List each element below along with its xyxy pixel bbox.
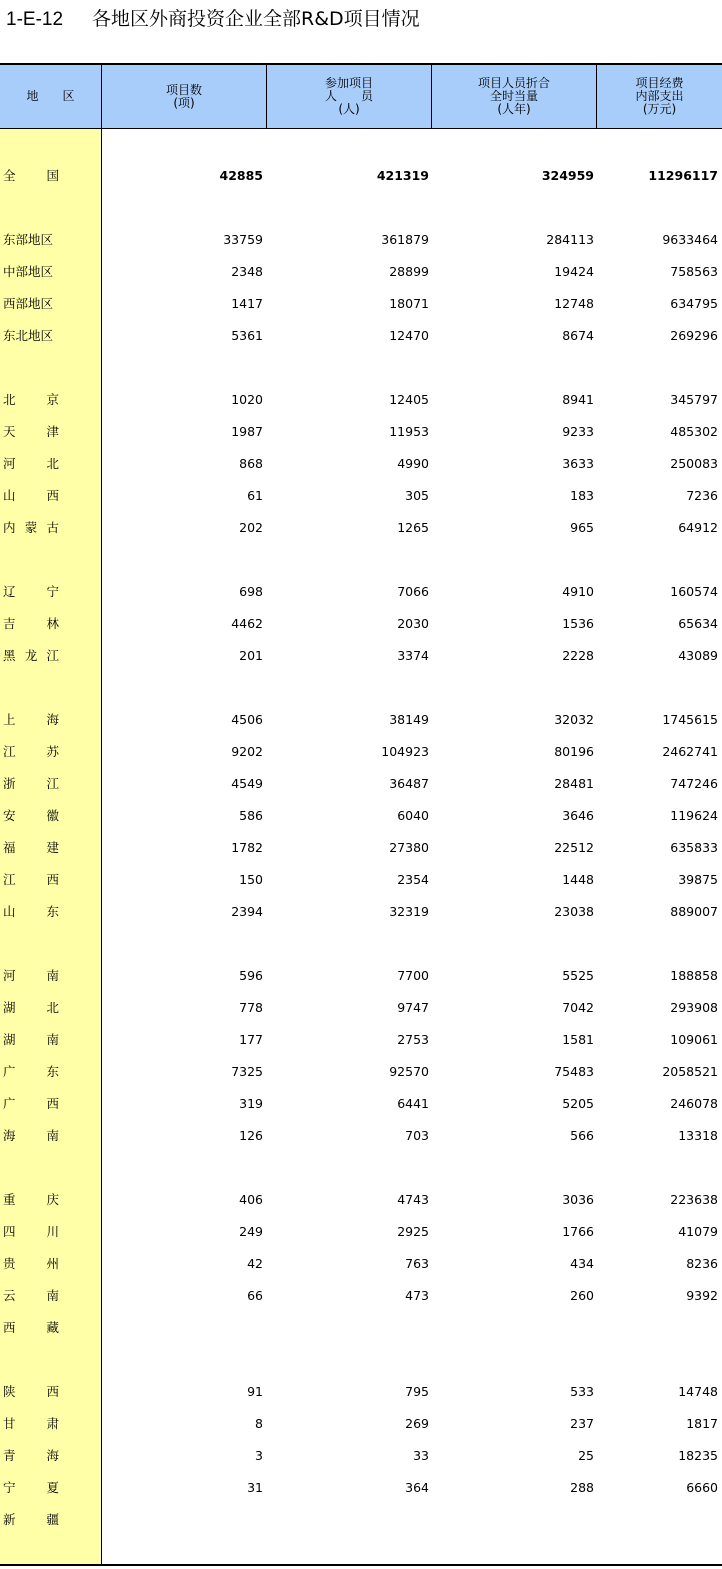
cell-expenditure: 39875 bbox=[678, 872, 718, 887]
cell-personnel: 7700 bbox=[397, 968, 429, 983]
cell-personnel: 361879 bbox=[381, 232, 429, 247]
row-region-name bbox=[3, 902, 59, 922]
cell-fte: 1581 bbox=[562, 1032, 594, 1047]
cell-personnel: 4743 bbox=[397, 1192, 429, 1207]
region-name-char: 东 bbox=[46, 904, 59, 919]
cell-project-count: 150 bbox=[239, 872, 263, 887]
cell-personnel: 421319 bbox=[376, 168, 429, 183]
region-name-char: 庆 bbox=[46, 1192, 59, 1207]
cell-fte: 1766 bbox=[562, 1224, 594, 1239]
cell-expenditure: 43089 bbox=[678, 648, 718, 663]
cell-personnel: 2354 bbox=[397, 872, 429, 887]
region-name-char: 津 bbox=[46, 424, 59, 439]
cell-project-count: 1782 bbox=[231, 840, 263, 855]
cell-project-count: 42 bbox=[247, 1256, 263, 1271]
row-region-name bbox=[3, 1318, 59, 1338]
cell-expenditure: 14748 bbox=[678, 1384, 718, 1399]
cell-expenditure: 2058521 bbox=[662, 1064, 718, 1079]
cell-fte: 284113 bbox=[546, 232, 594, 247]
row-region-name bbox=[3, 646, 59, 666]
region-name-char: 四 bbox=[3, 1224, 16, 1239]
cell-personnel: 4990 bbox=[397, 456, 429, 471]
row-region-name bbox=[3, 1062, 59, 1082]
region-name-char: 海 bbox=[46, 712, 59, 727]
region-name-char: 广 bbox=[3, 1096, 16, 1111]
table-row bbox=[0, 646, 722, 666]
region-name-char: 疆 bbox=[46, 1512, 59, 1527]
region-name-char: 建 bbox=[46, 840, 59, 855]
row-region-name bbox=[3, 774, 59, 794]
region-name-char: 夏 bbox=[46, 1480, 59, 1495]
cell-fte: 4910 bbox=[562, 584, 594, 599]
cell-fte: 237 bbox=[570, 1416, 594, 1431]
region-name-char: 山 bbox=[3, 488, 16, 503]
cell-fte: 22512 bbox=[554, 840, 594, 855]
region-name-char: 南 bbox=[46, 1288, 59, 1303]
cell-expenditure: 2462741 bbox=[662, 744, 718, 759]
region-name-char: 京 bbox=[46, 392, 59, 407]
row-region-name: 东北地区 bbox=[3, 328, 54, 343]
region-name-char: 福 bbox=[3, 840, 16, 855]
cell-expenditure: 11296117 bbox=[648, 168, 718, 183]
table-row bbox=[0, 1382, 722, 1402]
header-expenditure: 项目经费 内部支出 (万元) bbox=[635, 76, 684, 116]
table-row bbox=[0, 1318, 722, 1338]
cell-project-count: 202 bbox=[239, 520, 263, 535]
cell-fte: 2228 bbox=[562, 648, 594, 663]
region-name-char: 江 bbox=[3, 744, 16, 759]
table-row bbox=[0, 454, 722, 474]
row-region-name bbox=[3, 998, 59, 1018]
cell-expenditure: 9392 bbox=[686, 1288, 718, 1303]
cell-expenditure: 8236 bbox=[686, 1256, 718, 1271]
region-name-char: 河 bbox=[3, 968, 16, 983]
table-title: 各地区外商投资企业全部R&D项目情况 bbox=[92, 8, 420, 30]
cell-project-count: 5361 bbox=[231, 328, 263, 343]
cell-expenditure: 109061 bbox=[670, 1032, 718, 1047]
table-row bbox=[0, 1094, 722, 1114]
cell-expenditure: 223638 bbox=[670, 1192, 718, 1207]
row-region-name bbox=[3, 806, 59, 826]
cell-expenditure: 119624 bbox=[670, 808, 718, 823]
cell-project-count: 66 bbox=[247, 1288, 263, 1303]
region-name-char: 浙 bbox=[3, 776, 16, 791]
cell-project-count: 3 bbox=[255, 1448, 263, 1463]
cell-personnel: 703 bbox=[405, 1128, 429, 1143]
table-row bbox=[0, 838, 722, 858]
table-row bbox=[0, 774, 722, 794]
cell-fte: 7042 bbox=[562, 1000, 594, 1015]
cell-expenditure: 13318 bbox=[678, 1128, 718, 1143]
region-name-char: 上 bbox=[3, 712, 16, 727]
header-personnel: 参加项目 人 员 (人) bbox=[324, 76, 373, 116]
cell-expenditure: 1745615 bbox=[662, 712, 718, 727]
cell-personnel: 795 bbox=[405, 1384, 429, 1399]
cell-project-count: 7325 bbox=[231, 1064, 263, 1079]
cell-fte: 1448 bbox=[562, 872, 594, 887]
row-region-name bbox=[3, 1286, 59, 1306]
row-region-name bbox=[3, 1382, 59, 1402]
table-header bbox=[0, 65, 722, 128]
region-name-char: 东 bbox=[46, 1064, 59, 1079]
region-name-char: 川 bbox=[46, 1224, 59, 1239]
region-name-char: 藏 bbox=[46, 1320, 59, 1335]
cell-expenditure: 6660 bbox=[686, 1480, 718, 1495]
cell-expenditure: 747246 bbox=[670, 776, 718, 791]
region-name-char: 江 bbox=[46, 648, 59, 663]
table-row bbox=[0, 806, 722, 826]
table-row bbox=[0, 166, 722, 186]
cell-expenditure: 293908 bbox=[670, 1000, 718, 1015]
table-row bbox=[0, 870, 722, 890]
region-name-char: 重 bbox=[3, 1192, 16, 1207]
cell-personnel: 92570 bbox=[389, 1064, 429, 1079]
cell-project-count: 1987 bbox=[231, 424, 263, 439]
cell-project-count: 126 bbox=[239, 1128, 263, 1143]
cell-fte: 183 bbox=[570, 488, 594, 503]
region-name-char: 海 bbox=[46, 1448, 59, 1463]
cell-personnel: 364 bbox=[405, 1480, 429, 1495]
region-name-char: 陕 bbox=[3, 1384, 16, 1399]
table-row bbox=[0, 1254, 722, 1274]
cell-expenditure: 9633464 bbox=[662, 232, 718, 247]
cell-fte: 8674 bbox=[562, 328, 594, 343]
row-region-name bbox=[3, 710, 59, 730]
cell-project-count: 91 bbox=[247, 1384, 263, 1399]
cell-personnel: 6441 bbox=[397, 1096, 429, 1111]
cell-fte: 3036 bbox=[562, 1192, 594, 1207]
table-row bbox=[0, 614, 722, 634]
row-region-name bbox=[3, 870, 59, 890]
row-region-name bbox=[3, 1510, 59, 1530]
cell-personnel: 36487 bbox=[389, 776, 429, 791]
cell-personnel: 9747 bbox=[397, 1000, 429, 1015]
cell-personnel: 11953 bbox=[389, 424, 429, 439]
region-name-char: 宁 bbox=[3, 1480, 16, 1495]
cell-project-count: 4506 bbox=[231, 712, 263, 727]
region-name-char: 安 bbox=[3, 808, 16, 823]
cell-fte: 28481 bbox=[554, 776, 594, 791]
table-row bbox=[0, 1510, 722, 1530]
cell-fte: 5205 bbox=[562, 1096, 594, 1111]
region-name-char: 林 bbox=[46, 616, 59, 631]
row-region-name bbox=[3, 1478, 59, 1498]
row-region-name: 中部地区 bbox=[3, 264, 54, 279]
region-name-char: 湖 bbox=[3, 1032, 16, 1047]
cell-project-count: 1020 bbox=[231, 392, 263, 407]
table-row bbox=[0, 1222, 722, 1242]
table-row bbox=[0, 966, 722, 986]
header-project-count: 项目数 (项) bbox=[165, 82, 202, 110]
row-region-name bbox=[3, 1030, 59, 1050]
row-region-name bbox=[3, 1126, 59, 1146]
cell-expenditure: 635833 bbox=[670, 840, 718, 855]
region-name-char: 新 bbox=[3, 1512, 16, 1527]
region-name-char: 南 bbox=[46, 1032, 59, 1047]
region-name-char: 蒙 bbox=[24, 520, 38, 535]
header-region: 地 区 bbox=[26, 89, 75, 103]
cell-personnel: 3374 bbox=[397, 648, 429, 663]
row-region-name bbox=[3, 454, 59, 474]
region-name-char: 天 bbox=[3, 424, 16, 439]
cell-expenditure: 345797 bbox=[670, 392, 718, 407]
cell-personnel: 38149 bbox=[389, 712, 429, 727]
cell-project-count: 1417 bbox=[231, 296, 263, 311]
cell-project-count: 33759 bbox=[223, 232, 263, 247]
cell-project-count: 319 bbox=[239, 1096, 263, 1111]
cell-project-count: 586 bbox=[239, 808, 263, 823]
region-name-char: 苏 bbox=[46, 744, 59, 759]
row-region-name bbox=[3, 1222, 59, 1242]
cell-project-count: 596 bbox=[239, 968, 263, 983]
region-name-char: 南 bbox=[46, 968, 59, 983]
table-row bbox=[0, 518, 722, 538]
table-row bbox=[0, 1030, 722, 1050]
cell-personnel: 2030 bbox=[397, 616, 429, 631]
cell-fte: 3646 bbox=[562, 808, 594, 823]
region-name-char: 黑 bbox=[3, 648, 16, 663]
region-name-char: 宁 bbox=[46, 584, 59, 599]
region-name-char: 海 bbox=[3, 1128, 16, 1143]
region-name-char: 山 bbox=[3, 904, 16, 919]
region-name-char: 全 bbox=[3, 168, 16, 183]
cell-project-count: 4549 bbox=[231, 776, 263, 791]
cell-expenditure: 758563 bbox=[670, 264, 718, 279]
table-row bbox=[0, 710, 722, 730]
region-name-char: 西 bbox=[46, 1384, 59, 1399]
cell-expenditure: 485302 bbox=[670, 424, 718, 439]
cell-project-count: 8 bbox=[255, 1416, 263, 1431]
table-row bbox=[0, 1126, 722, 1146]
region-name-char: 青 bbox=[3, 1448, 16, 1463]
cell-fte: 965 bbox=[570, 520, 594, 535]
region-name-char: 西 bbox=[46, 872, 59, 887]
region-name-char: 南 bbox=[46, 1128, 59, 1143]
table-row bbox=[0, 1446, 722, 1466]
table-row bbox=[0, 582, 722, 602]
cell-project-count: 249 bbox=[239, 1224, 263, 1239]
data-table bbox=[0, 63, 722, 1566]
row-region-name bbox=[3, 390, 59, 410]
table-row bbox=[0, 294, 722, 314]
cell-fte: 260 bbox=[570, 1288, 594, 1303]
cell-personnel: 7066 bbox=[397, 584, 429, 599]
table-row bbox=[0, 1478, 722, 1498]
cell-project-count: 42885 bbox=[219, 168, 263, 183]
cell-project-count: 698 bbox=[239, 584, 263, 599]
cell-personnel: 27380 bbox=[389, 840, 429, 855]
cell-expenditure: 1817 bbox=[686, 1416, 718, 1431]
cell-project-count: 201 bbox=[239, 648, 263, 663]
cell-fte: 80196 bbox=[554, 744, 594, 759]
region-name-char: 湖 bbox=[3, 1000, 16, 1015]
cell-fte: 12748 bbox=[554, 296, 594, 311]
cell-personnel: 12470 bbox=[389, 328, 429, 343]
cell-fte: 32032 bbox=[554, 712, 594, 727]
cell-project-count: 177 bbox=[239, 1032, 263, 1047]
row-region-name bbox=[3, 1094, 59, 1114]
cell-fte: 19424 bbox=[554, 264, 594, 279]
region-name-char: 国 bbox=[46, 168, 59, 183]
row-region-name bbox=[3, 518, 59, 538]
row-region-name bbox=[3, 1190, 59, 1210]
region-name-char: 江 bbox=[46, 776, 59, 791]
cell-personnel: 473 bbox=[405, 1288, 429, 1303]
row-region-name bbox=[3, 1446, 59, 1466]
header-bottom-rule bbox=[0, 128, 722, 129]
region-name-char: 北 bbox=[46, 456, 59, 471]
table-row bbox=[0, 422, 722, 442]
table-row bbox=[0, 742, 722, 762]
region-name-char: 内 bbox=[3, 520, 16, 535]
cell-project-count: 61 bbox=[247, 488, 263, 503]
cell-fte: 288 bbox=[570, 1480, 594, 1495]
row-region-name bbox=[3, 1414, 59, 1434]
cell-project-count: 406 bbox=[239, 1192, 263, 1207]
page-title bbox=[6, 4, 420, 34]
header-fte: 项目人员折合 全时当量 (人年) bbox=[477, 76, 550, 116]
cell-personnel: 33 bbox=[413, 1448, 429, 1463]
region-name-char: 吉 bbox=[3, 616, 16, 631]
row-region-name bbox=[3, 614, 59, 634]
cell-personnel: 1265 bbox=[397, 520, 429, 535]
table-row bbox=[0, 486, 722, 506]
row-region-name bbox=[3, 966, 59, 986]
cell-project-count: 2394 bbox=[231, 904, 263, 919]
cell-project-count: 2348 bbox=[231, 264, 263, 279]
cell-project-count: 31 bbox=[247, 1480, 263, 1495]
region-name-char: 西 bbox=[46, 1096, 59, 1111]
cell-fte: 8941 bbox=[562, 392, 594, 407]
cell-expenditure: 889007 bbox=[670, 904, 718, 919]
cell-personnel: 28899 bbox=[389, 264, 429, 279]
cell-expenditure: 269296 bbox=[670, 328, 718, 343]
region-name-char: 肃 bbox=[46, 1416, 59, 1431]
cell-fte: 434 bbox=[570, 1256, 594, 1271]
cell-expenditure: 65634 bbox=[678, 616, 718, 631]
table-row bbox=[0, 902, 722, 922]
cell-personnel: 6040 bbox=[397, 808, 429, 823]
cell-fte: 533 bbox=[570, 1384, 594, 1399]
cell-expenditure: 634795 bbox=[670, 296, 718, 311]
table-bottom-rule bbox=[0, 1564, 722, 1566]
cell-expenditure: 246078 bbox=[670, 1096, 718, 1111]
cell-personnel: 2925 bbox=[397, 1224, 429, 1239]
table-row bbox=[0, 262, 722, 282]
cell-expenditure: 250083 bbox=[670, 456, 718, 471]
region-name-char: 州 bbox=[46, 1256, 59, 1271]
table-row bbox=[0, 1414, 722, 1434]
cell-expenditure: 160574 bbox=[670, 584, 718, 599]
table-code: 1-E-12 bbox=[6, 9, 64, 30]
cell-fte: 1536 bbox=[562, 616, 594, 631]
cell-personnel: 763 bbox=[405, 1256, 429, 1271]
row-region-name: 东部地区 bbox=[3, 232, 54, 247]
region-name-char: 贵 bbox=[3, 1256, 16, 1271]
table-row bbox=[0, 390, 722, 410]
cell-project-count: 778 bbox=[239, 1000, 263, 1015]
cell-project-count: 868 bbox=[239, 456, 263, 471]
cell-fte: 3633 bbox=[562, 456, 594, 471]
table-row bbox=[0, 1190, 722, 1210]
row-region-name bbox=[3, 422, 59, 442]
cell-project-count: 9202 bbox=[231, 744, 263, 759]
cell-fte: 566 bbox=[570, 1128, 594, 1143]
cell-fte: 75483 bbox=[554, 1064, 594, 1079]
cell-expenditure: 41079 bbox=[678, 1224, 718, 1239]
cell-personnel: 18071 bbox=[389, 296, 429, 311]
row-region-name bbox=[3, 1254, 59, 1274]
cell-personnel: 32319 bbox=[389, 904, 429, 919]
cell-fte: 9233 bbox=[562, 424, 594, 439]
region-name-char: 古 bbox=[46, 520, 59, 535]
table-row bbox=[0, 1062, 722, 1082]
cell-personnel: 2753 bbox=[397, 1032, 429, 1047]
cell-fte: 5525 bbox=[562, 968, 594, 983]
region-name-char: 徽 bbox=[46, 808, 59, 823]
region-name-char: 河 bbox=[3, 456, 16, 471]
row-region-name bbox=[3, 838, 59, 858]
cell-fte: 324959 bbox=[541, 168, 594, 183]
cell-personnel: 12405 bbox=[389, 392, 429, 407]
table-row bbox=[0, 998, 722, 1018]
region-name-char: 云 bbox=[3, 1288, 16, 1303]
region-name-char: 江 bbox=[3, 872, 16, 887]
cell-project-count: 4462 bbox=[231, 616, 263, 631]
region-name-char: 西 bbox=[3, 1320, 16, 1335]
cell-expenditure: 188858 bbox=[670, 968, 718, 983]
region-name-char: 龙 bbox=[24, 648, 38, 663]
cell-expenditure: 18235 bbox=[678, 1448, 718, 1463]
table-row bbox=[0, 230, 722, 250]
table-row bbox=[0, 1286, 722, 1306]
region-name-char: 甘 bbox=[3, 1416, 16, 1431]
cell-fte: 25 bbox=[578, 1448, 594, 1463]
cell-personnel: 305 bbox=[405, 488, 429, 503]
cell-personnel: 104923 bbox=[381, 744, 429, 759]
region-name-char: 辽 bbox=[3, 584, 16, 599]
cell-expenditure: 7236 bbox=[686, 488, 718, 503]
region-name-char: 北 bbox=[3, 392, 16, 407]
row-region-name bbox=[3, 486, 59, 506]
row-region-name: 西部地区 bbox=[3, 296, 54, 311]
cell-personnel: 269 bbox=[405, 1416, 429, 1431]
row-region-name bbox=[3, 582, 59, 602]
row-region-name bbox=[3, 166, 59, 186]
region-name-char: 北 bbox=[46, 1000, 59, 1015]
region-name-char: 西 bbox=[46, 488, 59, 503]
row-region-name bbox=[3, 742, 59, 762]
table-row bbox=[0, 326, 722, 346]
cell-expenditure: 64912 bbox=[678, 520, 718, 535]
cell-fte: 23038 bbox=[554, 904, 594, 919]
region-name-char: 广 bbox=[3, 1064, 16, 1079]
